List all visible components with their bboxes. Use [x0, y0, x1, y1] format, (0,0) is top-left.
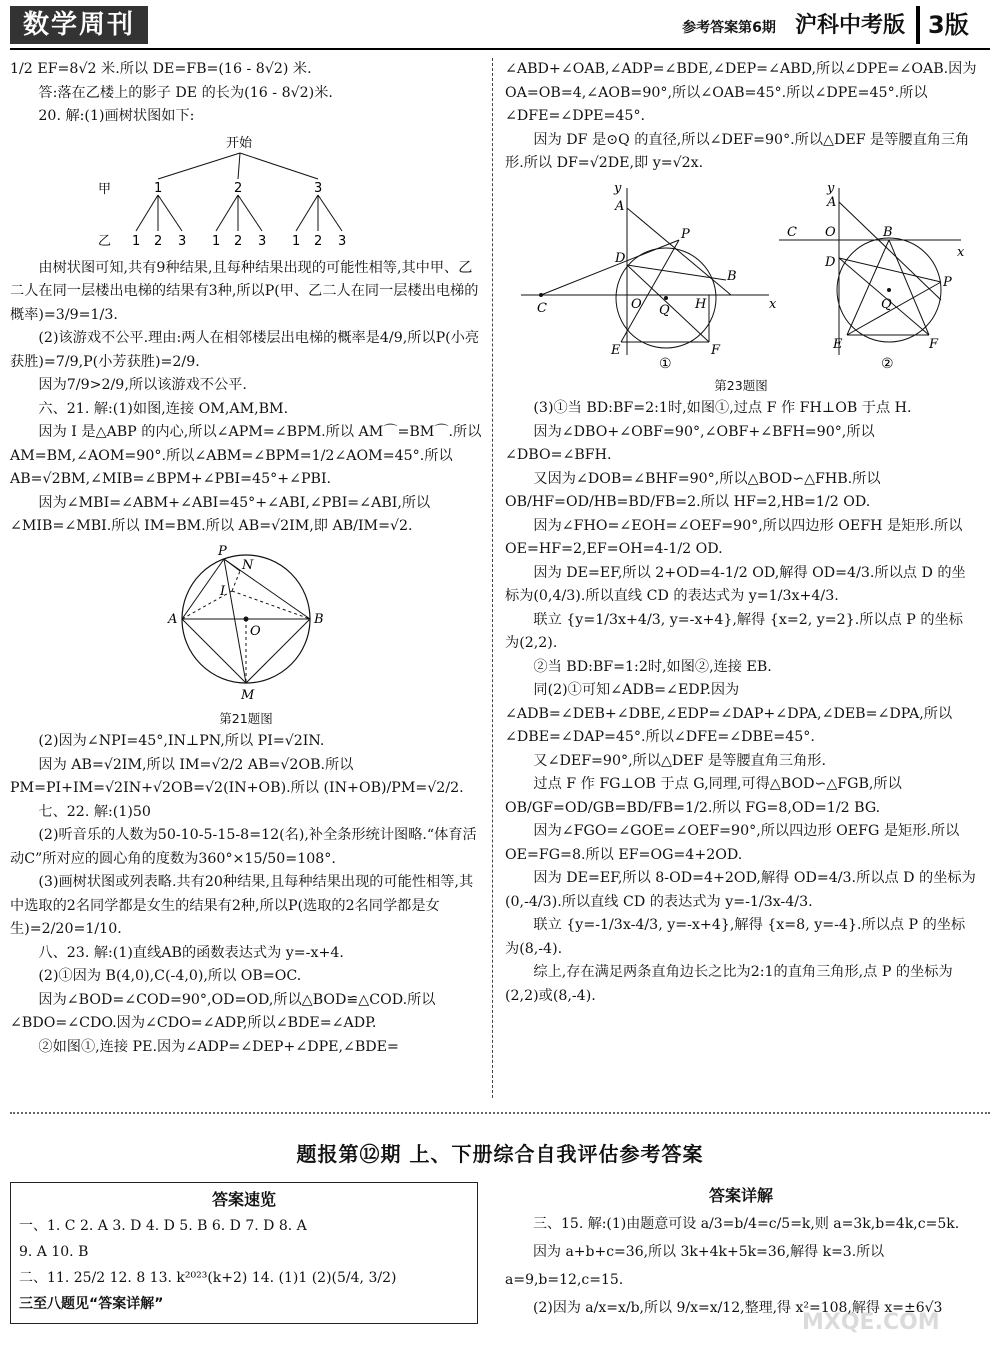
- fig23a-label: O: [631, 296, 642, 312]
- paragraph: 八、23. 解:(1)直线AB的函数表达式为 y=-x+4.: [38, 944, 344, 961]
- answer-overview-box: [10, 1182, 478, 1324]
- fig23a-label: x: [769, 296, 777, 312]
- fig23b-label: P: [943, 274, 952, 290]
- paragraph: 由树状图可知,共有9种结果,且每种结果出现的可能性相等,其中甲、乙二人在同一层楼出电梯的结果有3种,所以P(甲、乙二人在同一层楼出电梯的概率)=3/9=1/3.: [10, 259, 479, 323]
- header-answer-info: 参考答案第6期: [682, 20, 776, 36]
- paragraph: 因为 I 是△ABP 的内心,所以∠APM=∠BPM.所以 AM⌒=BM⌒.所以 AM=BM,∠AOM=90°.所以∠ABM=∠BPM=1/2∠AOM=45°.所以 AB=√2BM,∠MIB=∠BPM+∠PBI=45°+∠PBI.: [10, 424, 482, 487]
- paragraph: 因为 DE=EF,所以 8-OD=4+2OD,解得 OD=4/3.所以点 D 的坐标为(0,-4/3).所以直线 CD 的表达式为 y=-1/3x-4/3.: [505, 870, 976, 910]
- tree-row1-label: 甲: [98, 181, 112, 197]
- tree-leaf: 3: [338, 233, 347, 249]
- figure-21-circle-diagram: [156, 543, 336, 703]
- paragraph: 三、15. 解:(1)由题意可设 a/3=b/4=c/5=k,则 a=3k,b=4k,c=5k.: [533, 1216, 960, 1232]
- paragraph: 六、21. 解:(1)如图,连接 OM,AM,BM.: [38, 400, 289, 417]
- paragraph: (3)①当 BD:BF=2:1时,如图①,过点 F 作 FH⊥OB 于点 H.: [533, 400, 912, 416]
- fig21-label: P: [218, 543, 227, 559]
- fig23b-label: F: [929, 336, 939, 352]
- fig23a-label: F: [711, 342, 721, 358]
- paragraph: 因为 DE=EF,所以 2+OD=4-1/2 OD,解得 OD=4/3.所以点 D 的坐标为(0,4/3).所以直线 CD 的表达式为 y=1/3x+4/3.: [505, 564, 966, 604]
- paragraph: (2)因为∠NPI=45°,IN⊥PN,所以 PI=√2IN.: [38, 733, 325, 749]
- paragraph: 因为∠MBI=∠ABM+∠ABI=45°+∠ABI,∠PBI=∠ABI,所以∠MIB=∠MBI.所以 IM=BM.所以 AB=√2IM,即 AB/IM=√2.: [10, 494, 431, 534]
- paragraph: ②当 BD:BF=1:2时,如图②,连接 EB.: [533, 658, 772, 675]
- paragraph: 过点 F 作 FG⊥OB 于点 G,同理,可得△BOD∽△FGB,所以 OB/GF=OD/GB=BD/FB=1/2.所以 FG=8,OD=1/2 BG.: [505, 776, 902, 816]
- answer-row: 9. A 10. B: [19, 1244, 89, 1260]
- fig23b-label: C: [787, 224, 797, 240]
- fig23a-label: D: [615, 250, 626, 266]
- page-header: [0, 0, 1000, 48]
- tree-node: 2: [234, 180, 243, 196]
- fig21-label: M: [241, 687, 255, 703]
- tree-leaf: 2: [234, 233, 243, 249]
- fig23a-label: H: [695, 296, 707, 312]
- left-column: [10, 58, 482, 1059]
- fig21-label: B: [314, 611, 324, 627]
- tree-row2-label: 乙: [98, 233, 112, 249]
- tree-leaf: 2: [314, 233, 323, 249]
- fig23a-label: A: [615, 198, 625, 214]
- paragraph: 1/2 EF=8√2 米.所以 DE=FB=(16 - 8√2) 米.: [10, 61, 312, 77]
- fig23b-label: O: [825, 224, 836, 240]
- figure-21-caption: 第21题图: [219, 710, 273, 726]
- answer-overview-heading: 答案速览: [211, 1190, 276, 1209]
- answer-row: 三至八题见“答案详解”: [19, 1296, 164, 1312]
- answer-row: 二、11. 25/2 12. 8 13. k²⁰²³(k+2) 14. (1)1 (2)(5/4, 3/2): [19, 1270, 397, 1286]
- fig21-label: N: [242, 557, 254, 573]
- paragraph: 因为 DF 是⊙Q 的直径,所以∠DEF=90°.所以△DEF 是等腰直角三角形.所以 DF=√2DE,即 y=√2x.: [505, 131, 970, 171]
- paragraph: (2)听音乐的人数为50-10-5-15-8=12(名),补全条形统计图略.“体育活动C”所对应的圆心角的度数为360°×15/50=108°.: [10, 827, 477, 867]
- tree-leaf: 1: [292, 233, 301, 249]
- tree-leaf: 1: [132, 233, 141, 249]
- paragraph: 答:落在乙楼上的影子 DE 的长为(16 - 8√2)米.: [38, 84, 333, 101]
- paragraph: (2)①因为 B(4,0),C(-4,0),所以 OB=OC.: [38, 968, 302, 984]
- paragraph: 因为∠BOD=∠COD=90°,OD=OD,所以△BOD≌△COD.所以∠BDO=∠CDO.因为∠CDO=∠ADP,所以∠BDE=∠ADP.: [10, 991, 436, 1031]
- watermark-text: MXQE.COM: [802, 1310, 940, 1335]
- watermark-logo: [796, 1269, 986, 1339]
- paragraph: 又因为∠DOB=∠BHF=90°,所以△BOD∽△FHB.所以 OB/HF=OD/HB=BD/FB=2.所以 HF=2,HB=1/2 OD.: [505, 470, 881, 510]
- brand-title: 数学周刊: [10, 6, 148, 44]
- fig23b-label: Q: [881, 296, 892, 312]
- fig23b-label: y: [827, 180, 835, 196]
- fig21-label: A: [168, 611, 178, 627]
- tree-node: 3: [314, 180, 323, 196]
- version-label: 3版: [916, 6, 988, 44]
- paragraph: ②如图①,连接 PE.因为∠ADP=∠DEP+∠DPE,∠BDE=: [38, 1038, 399, 1055]
- paragraph: 联立 {y=-1/3x-4/3, y=-x+4},解得 {x=8, y=-4}.所以点 P 的坐标为(8,-4).: [505, 917, 966, 957]
- fig23a-label: E: [611, 342, 621, 358]
- section-divider: [10, 1112, 990, 1114]
- paragraph: 因为∠FHO=∠EOH=∠OEF=90°,所以四边形 OEFH 是矩形.所以 OE=HF=2,EF=OH=4-1/2 OD.: [505, 517, 963, 557]
- tree-leaf: 3: [258, 233, 267, 249]
- header-edition-group: [682, 8, 905, 39]
- figure-23-caption: 第23题图: [714, 377, 768, 393]
- fig21-label: O: [250, 623, 261, 639]
- fig23b-label: B: [883, 224, 893, 240]
- paragraph: 联立 {y=1/3x+4/3, y=-x+4},解得 {x=2, y=2}.所以点 P 的坐标为(2,2).: [505, 611, 963, 651]
- paragraph: 又∠DEF=90°,所以△DEF 是等腰直角三角形.: [533, 752, 826, 769]
- fig23-sub1: ①: [659, 355, 672, 370]
- probability-tree-diagram: [96, 133, 396, 253]
- paragraph: 因为 a+b+c=36,所以 3k+4k+5k=36,解得 k=3.所以 a=9,b=12,c=15.: [505, 1244, 885, 1288]
- fig23a-label: B: [727, 268, 737, 284]
- tree-node: 1: [154, 180, 163, 196]
- fig23-sub2: ②: [881, 355, 894, 370]
- paragraph: (2)因为 a/x=x/b,所以 9/x=x/12,整理,得 x²=108,解得 x=±6√3: [533, 1300, 943, 1316]
- header-rule: [10, 48, 990, 50]
- fig23a-label: P: [681, 226, 690, 242]
- paragraph: 同(2)①可知∠ADB=∠EDP.因为∠ADB=∠DEB+∠DBE,∠EDP=∠DAP+∠DPA,∠DEB=∠DPA,所以∠DBE=∠DAP=45°.所以∠DFE=∠DBE=45°.: [505, 682, 953, 745]
- paragraph: 因为 AB=√2IM,所以 IM=√2/2 AB=√2OB.所以 PM=PI+IM=√2IN+√2OB=√2(IN+OB).所以 (IN+OB)/PM=√2/2.: [10, 756, 464, 796]
- fig23a-label: Q: [659, 302, 670, 318]
- paragraph: (3)画树状图或列表略.共有20种结果,且每种结果出现的可能性相等,其中选取的2名同学都是女生的结果有2种,所以P(选取的2名同学都是女生)=2/20=1/10.: [10, 874, 474, 937]
- fig23a-label: C: [537, 300, 547, 316]
- fig23a-label: y: [614, 180, 622, 196]
- paragraph: 因为7/9>2/9,所以该游戏不公平.: [38, 377, 247, 393]
- paragraph: (2)该游戏不公平.理由:两人在相邻楼层出电梯的概率是4/9,所以P(小亮获胜)=7/9,P(小芳获胜)=2/9.: [10, 330, 480, 370]
- tree-leaf: 2: [154, 233, 163, 249]
- fig21-label: I: [220, 583, 226, 599]
- edition-label: 沪科中考版: [794, 13, 905, 38]
- answer-row: 一、1. C 2. A 3. D 4. D 5. B 6. D 7. D 8. A: [19, 1218, 307, 1234]
- figure-23-diagrams: [511, 180, 971, 370]
- fig23b-label: E: [833, 336, 843, 352]
- paragraph: 因为∠FGO=∠GOE=∠OEF=90°,所以四边形 OEFG 是矩形.所以 OE=FG=8.所以 EF=OG=4+2OD.: [505, 823, 960, 863]
- tree-leaf: 3: [178, 233, 187, 249]
- paragraph: 因为∠DBO+∠OBF=90°,∠OBF+∠BFH=90°,所以∠DBO=∠BFH.: [505, 423, 875, 463]
- tree-start: 开始: [226, 135, 253, 151]
- right-column: [505, 58, 977, 1008]
- paragraph: ∠ABD+∠OAB,∠ADP=∠BDE,∠DEP=∠ABD,所以∠DPE=∠OAB.因为 OA=OB=4,∠AOB=90°,所以∠OAB=45°.所以∠DPE=45°.所以∠DFE=∠DPE=45°.: [505, 61, 977, 124]
- fig23b-label: D: [825, 254, 836, 270]
- paragraph: 七、22. 解:(1)50: [38, 803, 151, 820]
- tree-leaf: 1: [212, 233, 221, 249]
- paragraph: 20. 解:(1)画树状图如下:: [38, 108, 195, 124]
- answer-detail-heading: 答案详解: [708, 1186, 773, 1205]
- paragraph: 综上,存在满足两条直角边长之比为2:1的直角三角形,点 P 的坐标为(2,2)或(8,-4).: [505, 964, 953, 1004]
- column-separator: [492, 58, 493, 1098]
- fig23b-label: x: [957, 244, 965, 260]
- fig23b-label: A: [827, 194, 837, 210]
- section-title: 题报第⑫期 上、下册综合自我评估参考答案: [296, 1142, 704, 1166]
